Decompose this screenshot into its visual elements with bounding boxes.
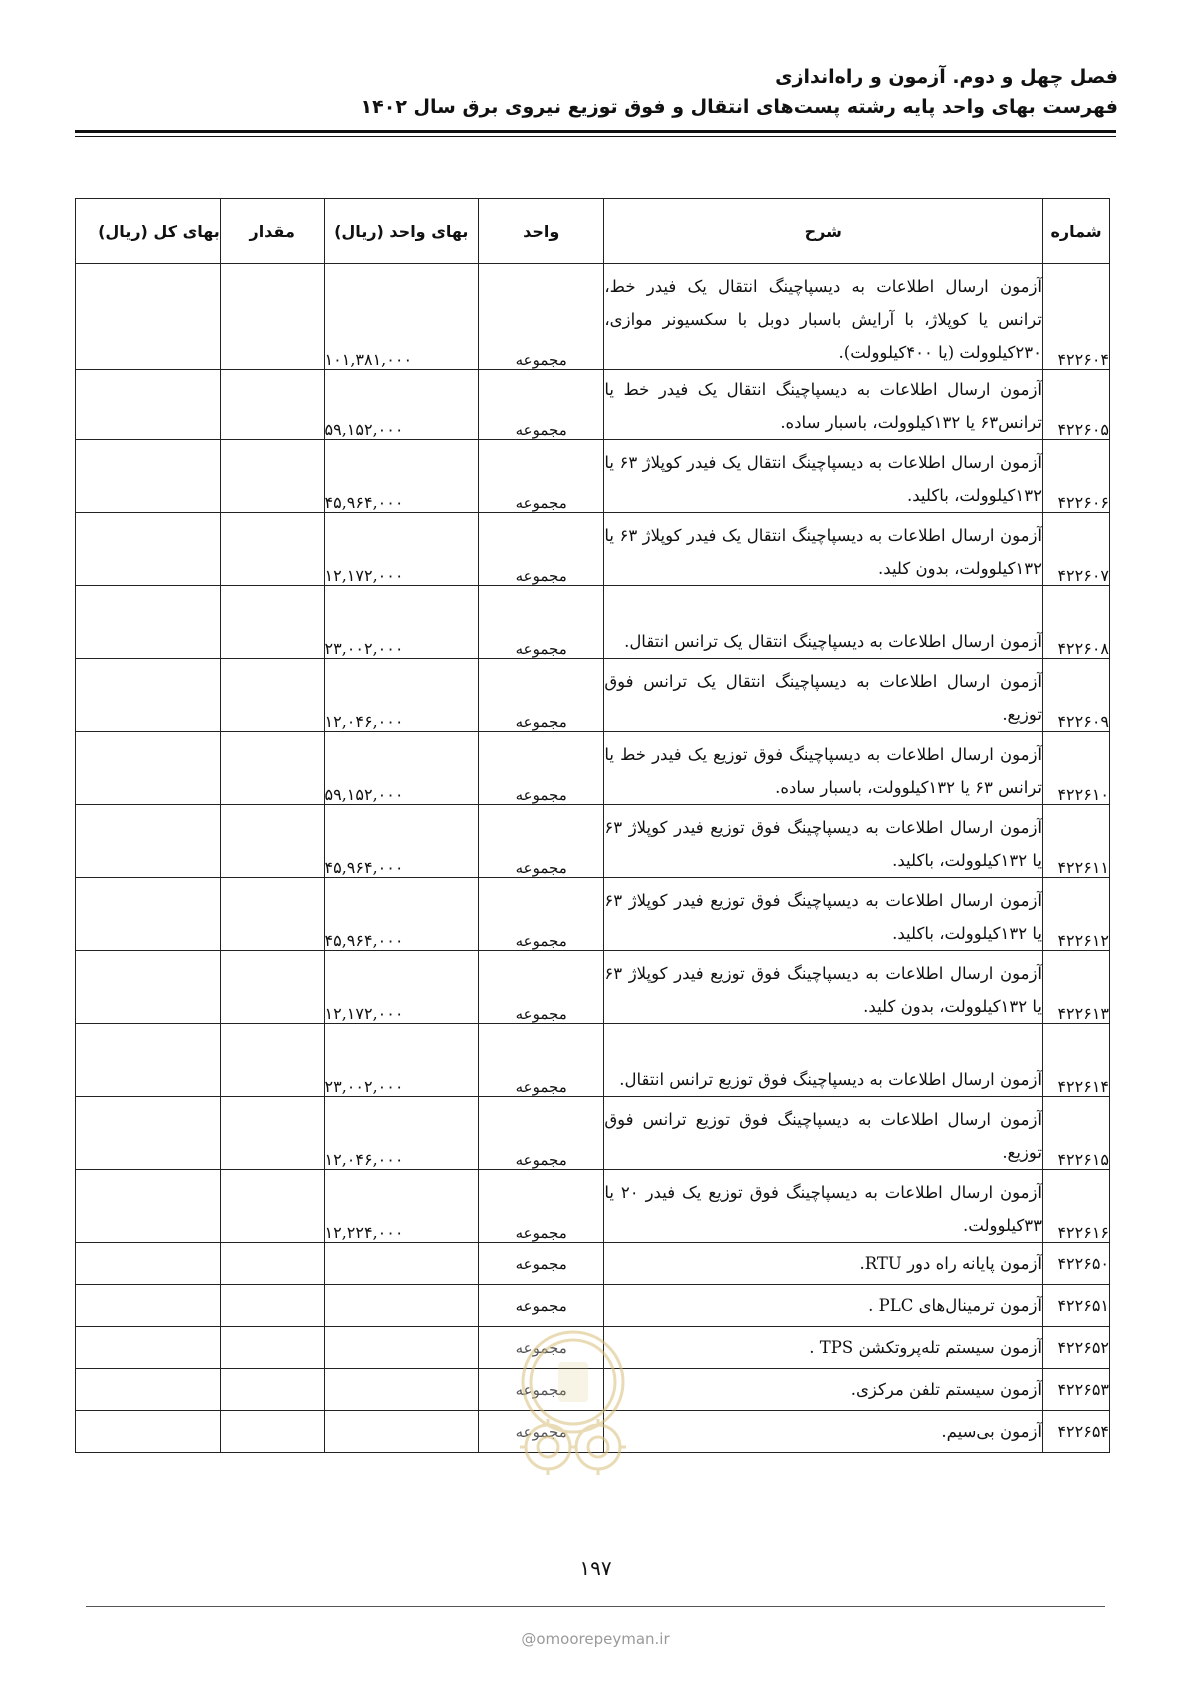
item-quantity xyxy=(220,1327,324,1369)
item-quantity xyxy=(220,1097,324,1170)
item-code: ۴۲۲۶۵۱ xyxy=(1043,1285,1110,1327)
item-unit-price: ۱۲,۱۷۲,۰۰۰ xyxy=(324,513,479,586)
item-quantity xyxy=(220,1170,324,1243)
item-total-price xyxy=(76,805,221,878)
item-unit: مجموعه xyxy=(479,1411,604,1453)
table-row xyxy=(76,440,1110,513)
item-unit-price: ۱۲,۰۴۶,۰۰۰ xyxy=(324,1097,479,1170)
item-unit: مجموعه xyxy=(479,586,604,659)
item-unit: مجموعه xyxy=(479,1369,604,1411)
item-unit-price: ۵۹,۱۵۲,۰۰۰ xyxy=(324,370,479,440)
item-code: ۴۲۲۶۱۵ xyxy=(1043,1097,1110,1170)
table-row xyxy=(76,1024,1110,1097)
item-unit: مجموعه xyxy=(479,1024,604,1097)
item-total-price xyxy=(76,951,221,1024)
item-description: آزمون ارسال اطلاعات به دیسپاچینگ انتقال یک فیدر خط، ترانس یا کوپلاژ، با آرایش باسبار دوبل با سکسیونر موازی، ۲۳۰کیلوولت (یا ۴۰۰کیلوولت). xyxy=(604,264,1043,370)
header-description: شرح xyxy=(604,199,1043,264)
item-total-price xyxy=(76,513,221,586)
table-row xyxy=(76,1097,1110,1170)
table-row xyxy=(76,1243,1110,1285)
item-total-price xyxy=(76,1327,221,1369)
item-code: ۴۲۲۶۱۰ xyxy=(1043,732,1110,805)
item-description: آزمون ارسال اطلاعات به دیسپاچینگ فوق توزیع فیدر کوپلاژ ۶۳ یا ۱۳۲کیلوولت، بدون کلید. xyxy=(604,951,1043,1024)
item-unit-price xyxy=(324,1327,479,1369)
item-code: ۴۲۲۶۰۴ xyxy=(1043,264,1110,370)
item-quantity xyxy=(220,732,324,805)
table-header-row xyxy=(76,199,1110,264)
item-code: ۴۲۲۶۵۳ xyxy=(1043,1369,1110,1411)
item-quantity xyxy=(220,513,324,586)
page-header xyxy=(75,62,1116,122)
item-total-price xyxy=(76,370,221,440)
item-code: ۴۲۲۶۰۵ xyxy=(1043,370,1110,440)
item-quantity xyxy=(220,370,324,440)
item-total-price xyxy=(76,878,221,951)
item-code: ۴۲۲۶۱۶ xyxy=(1043,1170,1110,1243)
item-unit-price: ۴۵,۹۶۴,۰۰۰ xyxy=(324,440,479,513)
table-row xyxy=(76,878,1110,951)
price-list-title: فهرست بهای واحد پایه رشته پست‌های انتقال و فوق توزیع نیروی برق سال ۱۴۰۲ xyxy=(360,96,1118,118)
item-quantity xyxy=(220,1285,324,1327)
item-unit-price: ۴۵,۹۶۴,۰۰۰ xyxy=(324,805,479,878)
item-quantity xyxy=(220,1024,324,1097)
page-number: ۱۹۷ xyxy=(579,1556,612,1580)
item-unit: مجموعه xyxy=(479,513,604,586)
item-description: آزمون ارسال اطلاعات به دیسپاچینگ فوق توزیع یک فیدر خط یا ترانس ۶۳ یا ۱۳۲کیلوولت، باسبار ساده. xyxy=(604,732,1043,805)
item-code: ۴۲۲۶۵۲ xyxy=(1043,1327,1110,1369)
item-description: آزمون ارسال اطلاعات به دیسپاچینگ فوق توزیع ترانس انتقال. xyxy=(604,1024,1043,1097)
item-description: آزمون ارسال اطلاعات به دیسپاچینگ انتقال یک ترانس انتقال. xyxy=(604,586,1043,659)
item-description: آزمون بی‌سیم. xyxy=(604,1411,1043,1453)
header-unit-price: بهای واحد (ریال) xyxy=(324,199,479,264)
item-unit: مجموعه xyxy=(479,732,604,805)
item-total-price xyxy=(76,1024,221,1097)
item-total-price xyxy=(76,1411,221,1453)
item-unit-price xyxy=(324,1369,479,1411)
item-description: آزمون ارسال اطلاعات به دیسپاچینگ فوق توزیع فیدر کوپلاژ ۶۳ یا ۱۳۲کیلوولت، باکلید. xyxy=(604,878,1043,951)
item-description: آزمون سیستم تله‌پروتکشن TPS . xyxy=(604,1327,1043,1369)
item-unit: مجموعه xyxy=(479,805,604,878)
item-code: ۴۲۲۶۱۱ xyxy=(1043,805,1110,878)
item-code: ۴۲۲۶۱۴ xyxy=(1043,1024,1110,1097)
item-total-price xyxy=(76,732,221,805)
item-unit-price: ۵۹,۱۵۲,۰۰۰ xyxy=(324,732,479,805)
table-row xyxy=(76,586,1110,659)
item-unit: مجموعه xyxy=(479,1170,604,1243)
item-quantity xyxy=(220,1369,324,1411)
item-unit-price: ۲۳,۰۰۲,۰۰۰ xyxy=(324,1024,479,1097)
item-unit-price: ۱۲,۱۷۲,۰۰۰ xyxy=(324,951,479,1024)
item-quantity xyxy=(220,440,324,513)
item-unit: مجموعه xyxy=(479,1243,604,1285)
item-unit: مجموعه xyxy=(479,659,604,732)
item-unit: مجموعه xyxy=(479,264,604,370)
table-row xyxy=(76,1411,1110,1453)
item-total-price xyxy=(76,1097,221,1170)
item-unit: مجموعه xyxy=(479,1097,604,1170)
header-total-price: بهای کل (ریال) xyxy=(76,199,221,264)
item-code: ۴۲۲۶۵۴ xyxy=(1043,1411,1110,1453)
header-code: شماره xyxy=(1043,199,1110,264)
item-quantity xyxy=(220,878,324,951)
item-unit: مجموعه xyxy=(479,1285,604,1327)
header-rule-thick xyxy=(75,130,1116,133)
item-description: آزمون ارسال اطلاعات به دیسپاچینگ فوق توزیع ترانس فوق توزیع. xyxy=(604,1097,1043,1170)
item-unit: مجموعه xyxy=(479,878,604,951)
item-unit: مجموعه xyxy=(479,951,604,1024)
item-unit-price xyxy=(324,1411,479,1453)
table-row xyxy=(76,732,1110,805)
item-code: ۴۲۲۶۱۲ xyxy=(1043,878,1110,951)
table-row xyxy=(76,264,1110,370)
table-row xyxy=(76,659,1110,732)
item-code: ۴۲۲۶۰۶ xyxy=(1043,440,1110,513)
item-quantity xyxy=(220,805,324,878)
table-row xyxy=(76,1285,1110,1327)
item-quantity xyxy=(220,951,324,1024)
price-table xyxy=(75,198,1110,1453)
table-row xyxy=(76,513,1110,586)
table-row xyxy=(76,1369,1110,1411)
item-description: آزمون ارسال اطلاعات به دیسپاچینگ فوق توزیع یک فیدر ۲۰ یا ۳۳کیلوولت. xyxy=(604,1170,1043,1243)
table-row xyxy=(76,951,1110,1024)
item-unit: مجموعه xyxy=(479,440,604,513)
item-unit-price xyxy=(324,1243,479,1285)
footer-rule xyxy=(86,1606,1105,1607)
item-total-price xyxy=(76,440,221,513)
item-total-price xyxy=(76,1170,221,1243)
header-unit: واحد xyxy=(479,199,604,264)
item-unit-price: ۱۲,۰۴۶,۰۰۰ xyxy=(324,659,479,732)
item-unit-price: ۱۲,۲۲۴,۰۰۰ xyxy=(324,1170,479,1243)
table-row xyxy=(76,1170,1110,1243)
item-unit: مجموعه xyxy=(479,370,604,440)
item-quantity xyxy=(220,586,324,659)
table-row xyxy=(76,370,1110,440)
item-description: آزمون ارسال اطلاعات به دیسپاچینگ انتقال یک ترانس فوق توزیع. xyxy=(604,659,1043,732)
item-unit-price: ۴۵,۹۶۴,۰۰۰ xyxy=(324,878,479,951)
item-total-price xyxy=(76,1285,221,1327)
item-description: آزمون ارسال اطلاعات به دیسپاچینگ انتقال یک فیدر خط یا ترانس۶۳ یا ۱۳۲کیلوولت، باسبار ساده. xyxy=(604,370,1043,440)
item-description: آزمون ارسال اطلاعات به دیسپاچینگ انتقال یک فیدر کوپلاژ ۶۳ یا ۱۳۲کیلوولت، باکلید. xyxy=(604,440,1043,513)
item-description: آزمون ارسال اطلاعات به دیسپاچینگ فوق توزیع فیدر کوپلاژ ۶۳ یا ۱۳۲کیلوولت، باکلید. xyxy=(604,805,1043,878)
item-code: ۴۲۲۶۵۰ xyxy=(1043,1243,1110,1285)
item-quantity xyxy=(220,659,324,732)
chapter-title: فصل چهل و دوم. آزمون و راه‌اندازی xyxy=(775,66,1118,88)
item-description: آزمون ارسال اطلاعات به دیسپاچینگ انتقال یک فیدر کوپلاژ ۶۳ یا ۱۳۲کیلوولت، بدون کلید. xyxy=(604,513,1043,586)
item-total-price xyxy=(76,659,221,732)
item-total-price xyxy=(76,1369,221,1411)
item-quantity xyxy=(220,1243,324,1285)
item-unit-price: ۱۰۱,۳۸۱,۰۰۰ xyxy=(324,264,479,370)
site-watermark: @omoorepeyman.ir xyxy=(521,1630,670,1648)
table-row xyxy=(76,1327,1110,1369)
header-rule-thin xyxy=(75,136,1116,137)
item-unit: مجموعه xyxy=(479,1327,604,1369)
item-quantity xyxy=(220,264,324,370)
item-unit-price: ۲۳,۰۰۲,۰۰۰ xyxy=(324,586,479,659)
item-description: آزمون سیستم تلفن مرکزی. xyxy=(604,1369,1043,1411)
item-quantity xyxy=(220,1411,324,1453)
item-code: ۴۲۲۶۰۷ xyxy=(1043,513,1110,586)
item-code: ۴۲۲۶۱۳ xyxy=(1043,951,1110,1024)
item-total-price xyxy=(76,586,221,659)
item-description: آزمون پایانه راه دور RTU. xyxy=(604,1243,1043,1285)
item-code: ۴۲۲۶۰۸ xyxy=(1043,586,1110,659)
header-quantity: مقدار xyxy=(220,199,324,264)
item-total-price xyxy=(76,264,221,370)
item-code: ۴۲۲۶۰۹ xyxy=(1043,659,1110,732)
item-total-price xyxy=(76,1243,221,1285)
item-unit-price xyxy=(324,1285,479,1327)
item-description: آزمون ترمینال‌های PLC . xyxy=(604,1285,1043,1327)
table-row xyxy=(76,805,1110,878)
